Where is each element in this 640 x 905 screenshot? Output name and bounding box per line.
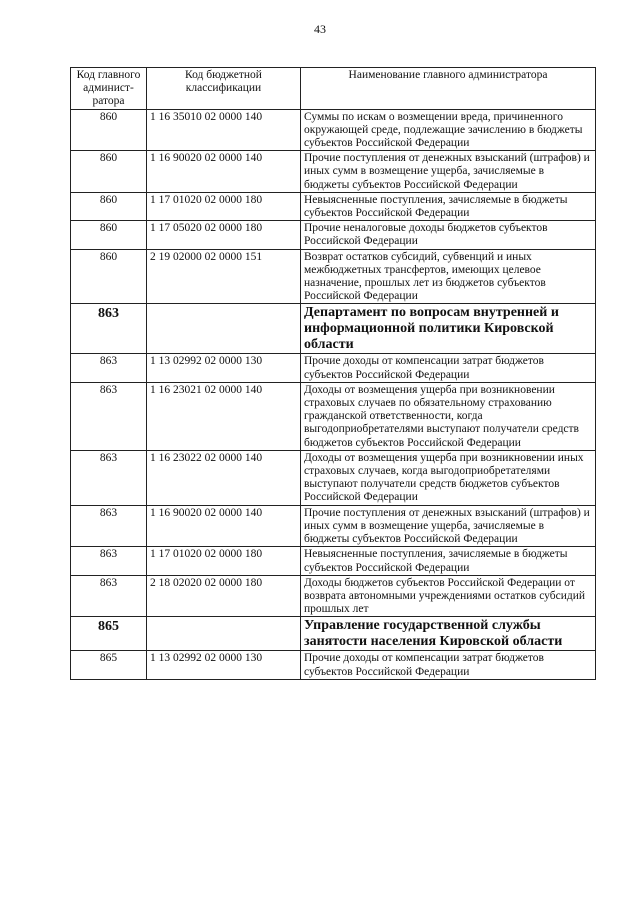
table-row xyxy=(71,382,596,450)
table-row xyxy=(71,151,596,193)
table-row xyxy=(71,651,596,679)
budget-code-cell: 1 16 90020 02 0000 140 xyxy=(147,151,301,193)
table-row xyxy=(71,109,596,151)
admin-code-cell: 860 xyxy=(71,109,147,151)
admin-code-cell: 863 xyxy=(71,450,147,505)
admin-code-cell: 863 xyxy=(71,354,147,382)
admin-code-cell: 863 xyxy=(71,304,147,354)
table-row xyxy=(71,354,596,382)
budget-code-cell: 2 18 02020 02 0000 180 xyxy=(147,575,301,617)
table-row xyxy=(71,450,596,505)
admin-name-cell: Доходы от возмещения ущерба при возникновении иных страховых случаев, когда выгодоприобретателями выступают получатели средств бюджетов субъектов Российской Федерации xyxy=(301,450,596,505)
admin-code-cell: 863 xyxy=(71,547,147,575)
admin-name-cell: Доходы бюджетов субъектов Российской Федерации от возврата автономными учреждениями остатков субсидий прошлых лет xyxy=(301,575,596,617)
page-number: 43 xyxy=(314,22,326,36)
admin-code-cell: 860 xyxy=(71,192,147,220)
administrator-heading-row xyxy=(71,304,596,354)
admin-name-cell: Суммы по искам о возмещении вреда, причиненного окружающей среде, подлежащие зачислению в бюджеты субъектов Российской Федерации xyxy=(301,109,596,151)
budget-code-cell: 1 16 35010 02 0000 140 xyxy=(147,109,301,151)
budget-code-cell: 1 16 90020 02 0000 140 xyxy=(147,505,301,547)
admin-name-cell: Прочие доходы от компенсации затрат бюджетов субъектов Российской Федерации xyxy=(301,354,596,382)
table-row xyxy=(71,221,596,249)
admin-code-cell: 860 xyxy=(71,221,147,249)
admin-name-cell: Невыясненные поступления, зачисляемые в бюджеты субъектов Российской Федерации xyxy=(301,192,596,220)
table-row xyxy=(71,192,596,220)
admin-name-cell: Доходы от возмещения ущерба при возникновении страховых случаев по обязательному страхованию гражданской ответственности, когда выгодоприобретателями выступают получатели средств бюджетов субъектов Российской Федерации xyxy=(301,382,596,450)
budget-code-cell: 1 16 23022 02 0000 140 xyxy=(147,450,301,505)
header-admin-code: Код главного админист-ратора xyxy=(71,68,147,110)
admin-code-cell: 860 xyxy=(71,249,147,304)
budget-classification-table xyxy=(70,67,596,680)
admin-code-cell: 865 xyxy=(71,617,147,651)
admin-name-cell: Возврат остатков субсидий, субвенций и иных межбюджетных трансфертов, имеющих целевое назначение, прошлых лет из бюджетов субъектов Российской Федерации xyxy=(301,249,596,304)
admin-name-cell: Департамент по вопросам внутренней и информационной политики Кировской области xyxy=(301,304,596,354)
admin-name-cell: Невыясненные поступления, зачисляемые в бюджеты субъектов Российской Федерации xyxy=(301,547,596,575)
admin-name-cell: Прочие поступления от денежных взысканий (штрафов) и иных сумм в возмещение ущерба, зачисляемые в бюджеты субъектов Российской Федерации xyxy=(301,505,596,547)
admin-name-cell: Прочие доходы от компенсации затрат бюджетов субъектов Российской Федерации xyxy=(301,651,596,679)
admin-name-cell: Прочие поступления от денежных взысканий (штрафов) и иных сумм в возмещение ущерба, зачисляемые в бюджеты субъектов Российской Федерации xyxy=(301,151,596,193)
admin-code-cell: 863 xyxy=(71,505,147,547)
budget-code-cell: 2 19 02000 02 0000 151 xyxy=(147,249,301,304)
header-admin-name: Наименование главного администратора xyxy=(301,68,596,110)
header-budget-code: Код бюджетной классификации xyxy=(147,68,301,110)
table-row xyxy=(71,249,596,304)
budget-code-cell: 1 13 02992 02 0000 130 xyxy=(147,354,301,382)
administrator-heading-row xyxy=(71,617,596,651)
budget-code-cell: 1 13 02992 02 0000 130 xyxy=(147,651,301,679)
budget-code-cell xyxy=(147,304,301,354)
budget-code-cell: 1 17 05020 02 0000 180 xyxy=(147,221,301,249)
table-row xyxy=(71,505,596,547)
admin-name-cell: Управление государственной службы занятости населения Кировской области xyxy=(301,617,596,651)
table-row xyxy=(71,575,596,617)
table-header-row xyxy=(71,68,596,110)
budget-code-cell xyxy=(147,617,301,651)
admin-name-cell: Прочие неналоговые доходы бюджетов субъектов Российской Федерации xyxy=(301,221,596,249)
admin-code-cell: 860 xyxy=(71,151,147,193)
table-row xyxy=(71,547,596,575)
budget-code-cell: 1 17 01020 02 0000 180 xyxy=(147,547,301,575)
budget-code-cell: 1 17 01020 02 0000 180 xyxy=(147,192,301,220)
admin-code-cell: 865 xyxy=(71,651,147,679)
admin-code-cell: 863 xyxy=(71,575,147,617)
budget-code-cell: 1 16 23021 02 0000 140 xyxy=(147,382,301,450)
admin-code-cell: 863 xyxy=(71,382,147,450)
